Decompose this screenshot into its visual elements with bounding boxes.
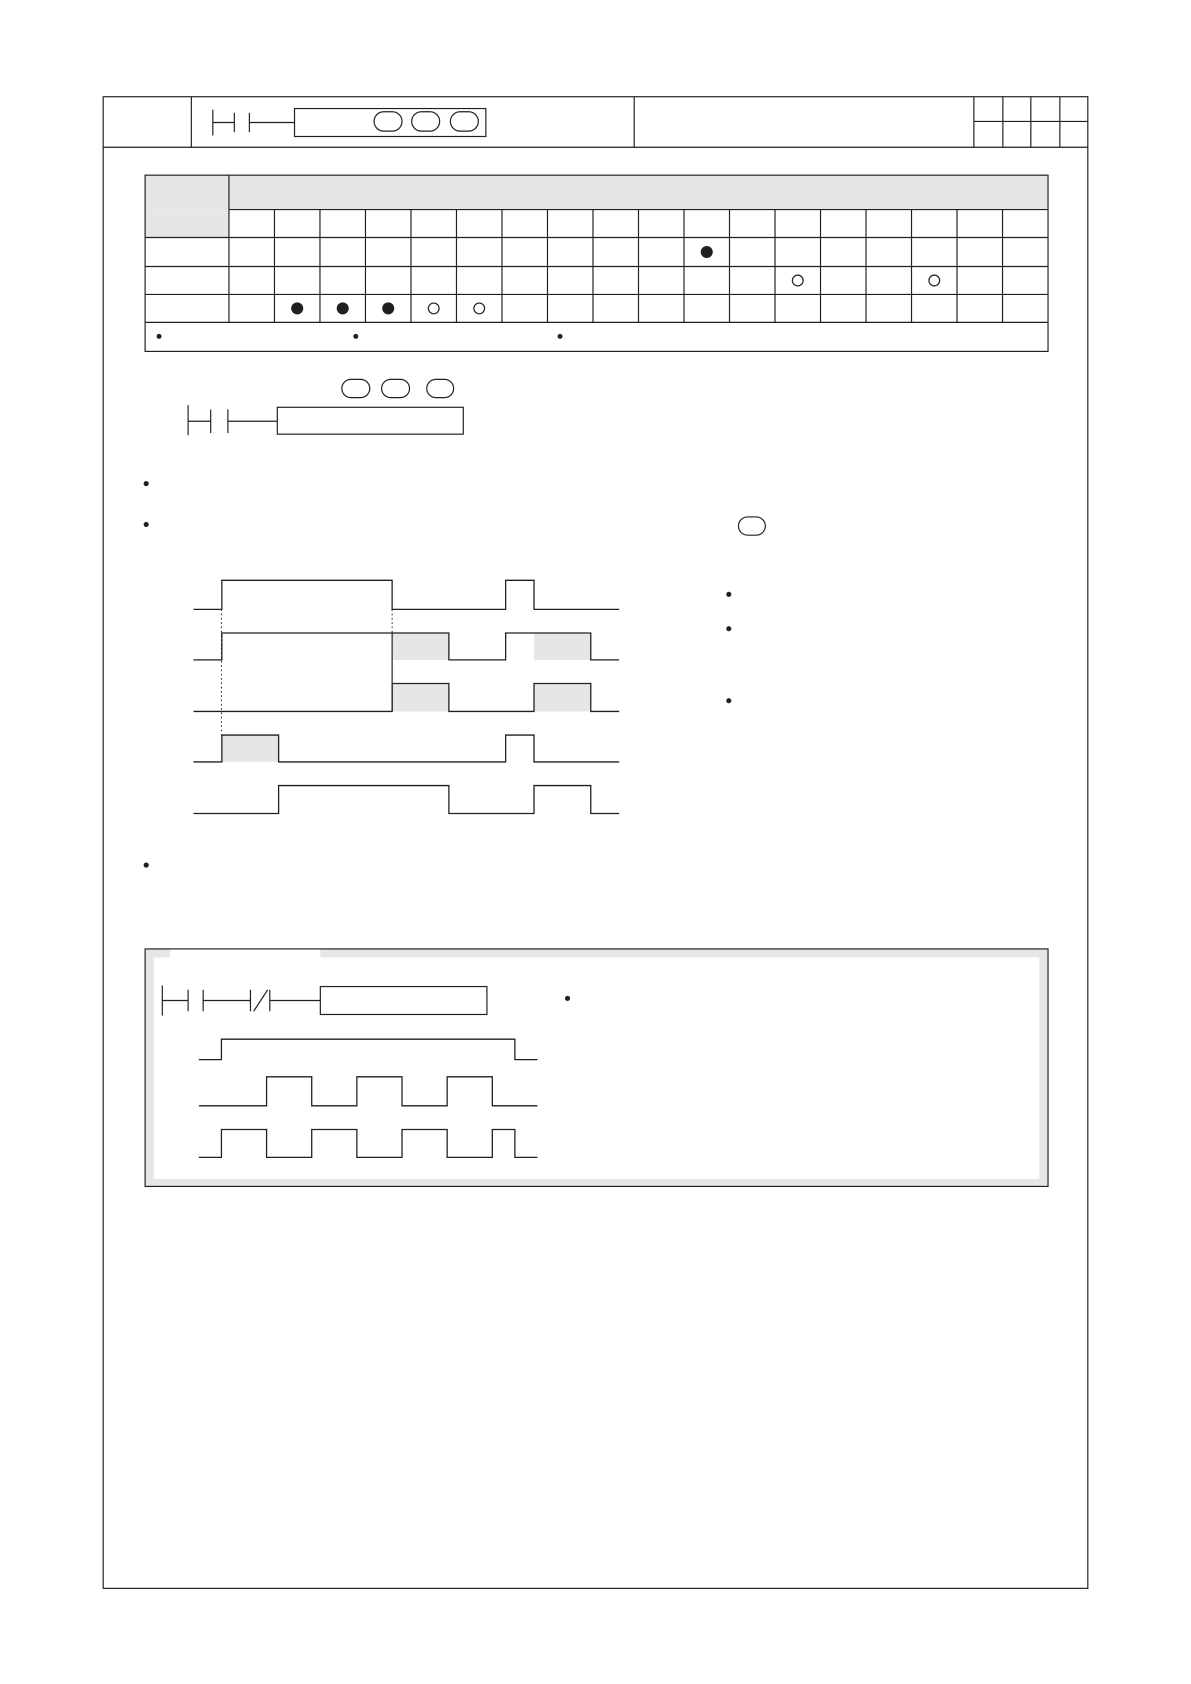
list-bullet bbox=[565, 996, 570, 1001]
timing-diagram bbox=[193, 580, 619, 813]
applicability-table bbox=[145, 175, 1048, 351]
hollow-dot-marker bbox=[428, 303, 439, 314]
instruction-box bbox=[277, 407, 463, 434]
shaded-interval bbox=[222, 735, 279, 762]
timing-waveforms bbox=[193, 580, 619, 813]
example-title-tab bbox=[170, 950, 320, 959]
filled-dot-marker bbox=[291, 302, 303, 314]
instruction-box bbox=[320, 987, 487, 1015]
operand-oval bbox=[374, 112, 402, 131]
filled-dot-marker bbox=[701, 246, 713, 258]
hollow-dot-marker bbox=[792, 275, 803, 286]
footnote-bullet bbox=[558, 334, 563, 339]
page-frame bbox=[103, 97, 1088, 1589]
hollow-dot-marker bbox=[474, 303, 485, 314]
list-bullet bbox=[144, 522, 149, 527]
header-ladder-symbol bbox=[213, 109, 486, 137]
operand-oval bbox=[412, 112, 440, 131]
operand-oval bbox=[382, 379, 410, 397]
waveform-line bbox=[193, 580, 619, 609]
shaded-interval bbox=[392, 683, 449, 711]
filled-dot-marker bbox=[382, 302, 394, 314]
shaded-interval bbox=[534, 683, 591, 711]
example-panel bbox=[154, 958, 1040, 1179]
program-example-box bbox=[145, 949, 1048, 1187]
page-border bbox=[103, 97, 1088, 1589]
operand-oval bbox=[450, 112, 478, 131]
inline-operand-oval bbox=[738, 517, 765, 535]
list-bullet bbox=[144, 481, 149, 486]
list-bullet bbox=[726, 626, 731, 631]
table-corner-cell bbox=[145, 210, 229, 238]
list-bullet bbox=[726, 698, 731, 703]
operand-oval bbox=[427, 379, 454, 397]
footnote-bullet bbox=[353, 334, 358, 339]
footnote-bullet bbox=[157, 334, 162, 339]
body-bullets bbox=[144, 481, 766, 868]
table-markers bbox=[291, 246, 939, 314]
operand-oval bbox=[342, 379, 370, 397]
filled-dot-marker bbox=[337, 302, 349, 314]
waveform-line bbox=[193, 786, 619, 814]
list-bullet bbox=[144, 863, 149, 868]
shaded-interval bbox=[534, 633, 591, 660]
ladder-format-diagram bbox=[188, 379, 463, 435]
hollow-dot-marker bbox=[929, 275, 940, 286]
table-header-band bbox=[145, 175, 1048, 209]
list-bullet bbox=[726, 592, 731, 597]
shaded-interval bbox=[392, 633, 449, 660]
